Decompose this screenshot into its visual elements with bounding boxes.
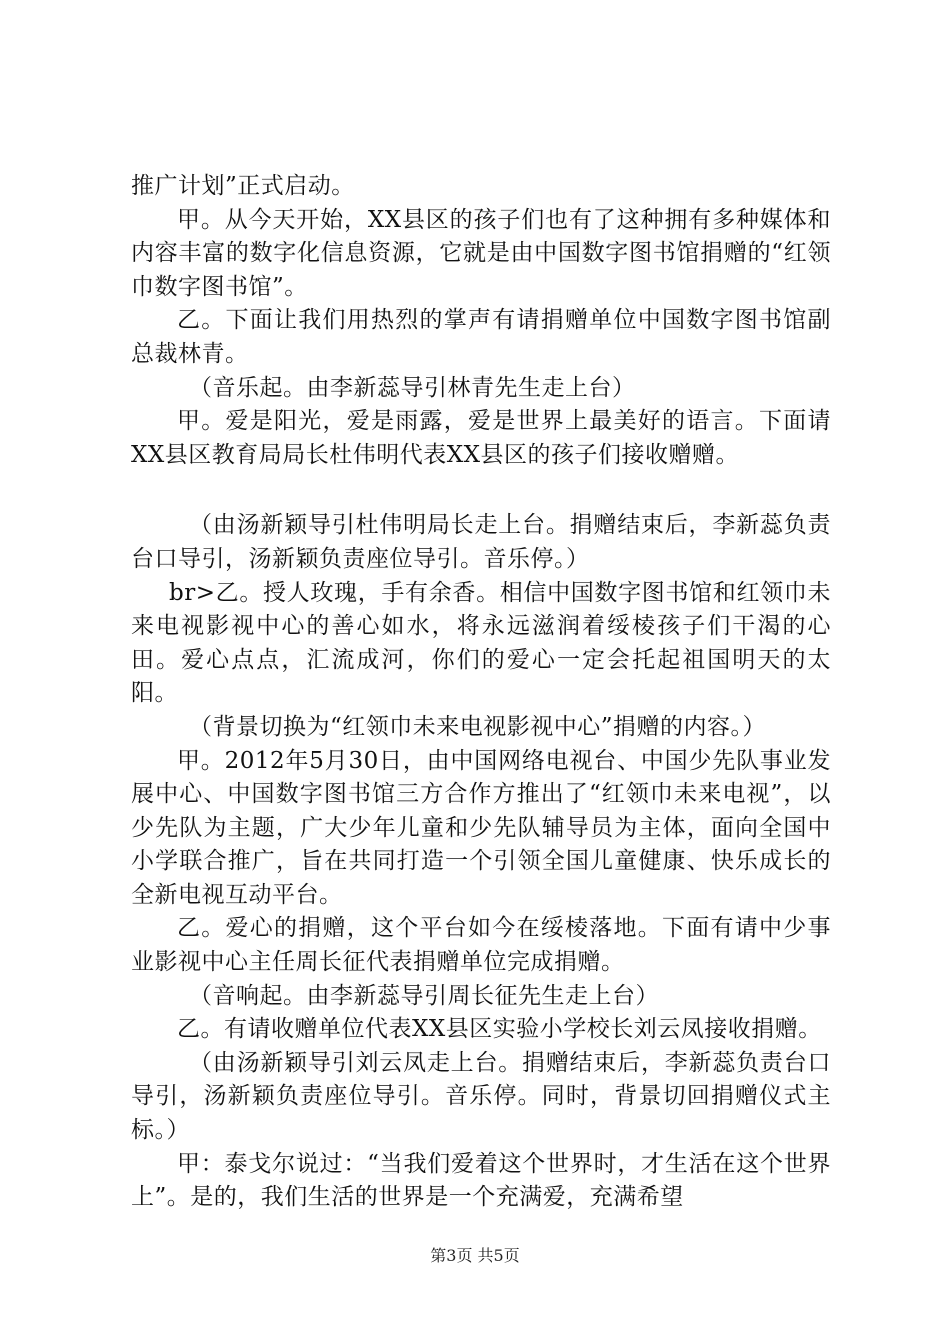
paragraph-jia-digital-library: 甲。从今天开始，XX县区的孩子们也有了这种拥有多种媒体和内容丰富的数字化信息资源，它就是由中国数字图书馆捐赠的“红领巾数字图书馆”。 [131, 206, 831, 300]
page-number-footer: 第3页 共5页 [430, 1246, 520, 1265]
paragraph-jia-future-tv: 甲。2012年5月30日，由中国网络电视台、中国少先队事业发展中心、中国数字图书馆三方合作方推出了“红领巾未来电视”，以少先队为主题，广大少年儿童和少先队辅导员为主体，面向全国中小学联合推广，旨在共同打造一个引领全国儿童健康、快乐成长的全新电视互动平台。 [131, 747, 831, 908]
stage-direction-du-weiming: （由汤新颖导引杜伟明局长走上台。捐赠结束后，李新蕊负责台口导引，汤新颖负责座位导引。音乐停。） [131, 512, 831, 572]
stage-direction-sound-start: （音响起。由李新蕊导引周长征先生走上台） [189, 982, 659, 1009]
paragraph-yi-roses: br>乙。授人玫瑰，手有余香。相信中国数字图书馆和红领巾未来电视影视中心的善心如水，将永远滋润着绥棱孩子们干渴的心田。爱心点点，汇流成河，你们的爱心一定会托起祖国明天的太阳。 [131, 579, 831, 707]
stage-direction-music-start: （音乐起。由李新蕊导引林青先生走上台） [189, 374, 636, 401]
paragraph-jia-love-sunshine: 甲。爱是阳光，爱是雨露，爱是世界上最美好的语言。下面请XX县区教育局局长杜伟明代表XX县区的孩子们接收赠赠。 [131, 408, 831, 468]
paragraph-yi-invite-lin-qing: 乙。下面让我们用热烈的掌声有请捐赠单位中国数字图书馆副总裁林青。 [131, 307, 831, 367]
stage-direction-liu-yunfeng: （由汤新颖导引刘云凤走上台。捐赠结束后，李新蕊负责台口导引，汤新颖负责座位导引。音乐停。同时，背景切回捐赠仪式主标。） [131, 1049, 831, 1144]
paragraph-jia-tagore: 甲：泰戈尔说过：“当我们爱着这个世界时，才生活在这个世界上”。是的，我们生活的世界是一个充满爱，充满希望 [131, 1150, 831, 1211]
paragraph-continuation: 推广计划”正式启动。 [131, 173, 355, 199]
paragraph-yi-platform-landing: 乙。爱心的捐赠，这个平台如今在绥棱落地。下面有请中少事业影视中心主任周长征代表捐赠单位完成捐赠。 [131, 915, 831, 976]
stage-direction-background-switch: （背景切换为“红领巾未来电视影视中心”捐赠的内容。） [189, 713, 767, 740]
paragraph-yi-liu-yunfeng: 乙。有请收赠单位代表XX县区实验小学校长刘云凤接收捐赠。 [177, 1016, 822, 1043]
document-body [131, 170, 831, 1215]
